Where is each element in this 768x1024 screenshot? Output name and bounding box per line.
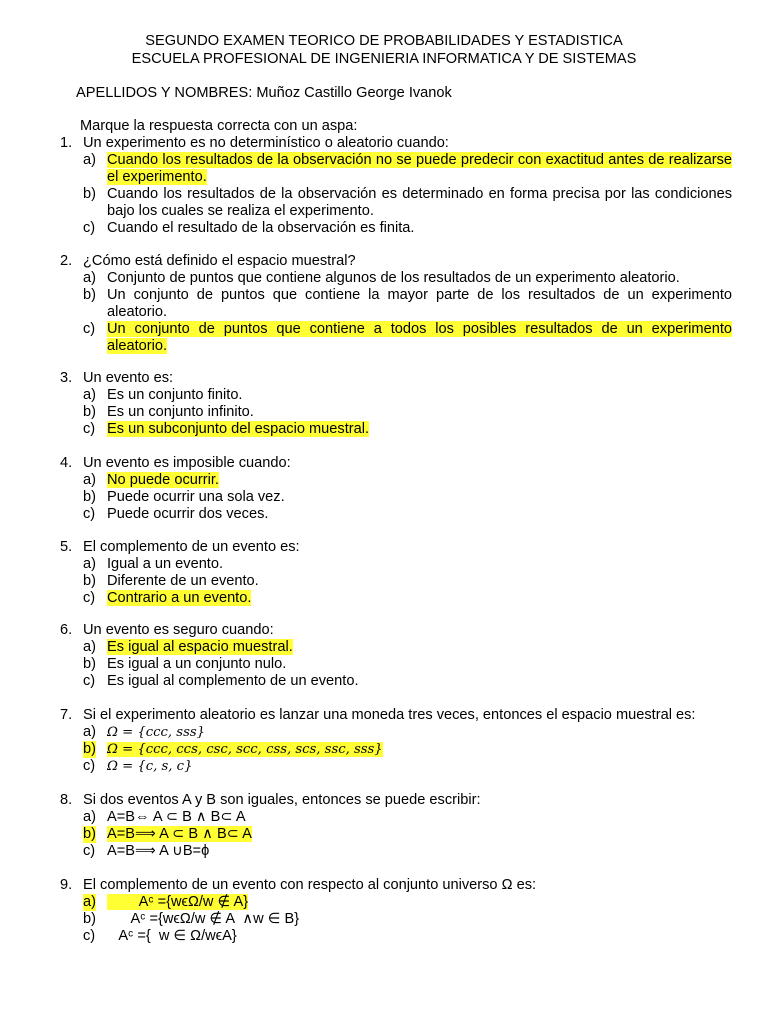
question-9 <box>52 877 732 945</box>
option-3c[interactable] <box>52 421 732 438</box>
question-text: El complemento de un evento es: <box>83 539 300 555</box>
option-letter: a) <box>83 270 96 286</box>
option-text: Es un conjunto infinito. <box>107 404 254 420</box>
option-7b[interactable] <box>52 741 732 758</box>
exam-header <box>0 33 768 68</box>
option-letter: b) <box>83 826 96 842</box>
option-1a[interactable] <box>52 152 732 186</box>
question-text: Un experimento es no determinístico o aleatorio cuando: <box>83 135 449 151</box>
option-4c[interactable] <box>52 506 732 523</box>
question-number: 9. <box>60 877 73 893</box>
option-text: Conjunto de puntos que contiene algunos de los resultados de un experimento aleatorio. <box>107 270 680 286</box>
option-4b[interactable] <box>52 489 732 506</box>
question-text: Un evento es: <box>83 370 174 386</box>
option-letter: b) <box>83 404 96 420</box>
option-3a[interactable] <box>52 387 732 404</box>
option-letter: c) <box>83 506 96 522</box>
option-2b[interactable] <box>52 287 732 321</box>
option-2c[interactable] <box>52 321 732 355</box>
option-9b[interactable] <box>52 911 732 928</box>
option-letter: b) <box>83 911 96 927</box>
option-letter: a) <box>83 724 96 740</box>
option-letter: c) <box>83 321 96 337</box>
option-letter: a) <box>83 472 96 488</box>
instruction-text: Marque la respuesta correcta con un aspa: <box>80 118 358 134</box>
question-2 <box>52 253 732 355</box>
question-text: Un evento es imposible cuando: <box>83 455 291 471</box>
option-1b[interactable] <box>52 186 732 220</box>
option-7a[interactable] <box>52 724 732 741</box>
question-text: El complemento de un evento con respecto al conjunto universo Ω es: <box>83 877 537 893</box>
option-text: Aᶜ ={wϵΩ/w ∉ A} <box>107 894 249 910</box>
option-letter: c) <box>83 673 96 689</box>
option-text: A=B⟹ A ⊂ B ∧ B⊂ A <box>107 826 252 842</box>
question-text: Si el experimento aleatorio es lanzar una moneda tres veces, entonces el espacio muestral es: <box>83 707 696 723</box>
school-name: ESCUELA PROFESIONAL DE INGENIERIA INFORMATICA Y DE SISTEMAS <box>131 50 637 67</box>
option-4a[interactable] <box>52 472 732 489</box>
question-text: Si dos eventos A y B son iguales, entonces se puede escribir: <box>83 792 481 808</box>
option-text: Diferente de un evento. <box>107 573 259 589</box>
question-7 <box>52 707 732 775</box>
option-text: Cuando el resultado de la observación es finita. <box>107 220 415 236</box>
option-letter: b) <box>83 287 96 303</box>
option-text: Aᶜ ={wϵΩ/w ∉ A ∧w ∈ B} <box>107 911 300 927</box>
option-5c[interactable] <box>52 590 732 607</box>
option-text: A=B⇔ A ⊂ B ∧ B⊂ A <box>107 809 246 825</box>
question-3 <box>52 370 732 438</box>
option-8b[interactable] <box>52 826 732 843</box>
option-9c[interactable] <box>52 928 732 945</box>
option-letter: c) <box>83 928 96 944</box>
option-text: Cuando los resultados de la observación no se puede predecir con exactitud antes de realizarse el experimento. <box>107 152 732 185</box>
question-number: 8. <box>60 792 73 808</box>
question-number: 4. <box>60 455 73 471</box>
option-5b[interactable] <box>52 573 732 590</box>
option-letter: b) <box>83 489 96 505</box>
option-text: A=B⟹ A ∪B=ϕ <box>107 843 210 859</box>
option-5a[interactable] <box>52 556 732 573</box>
question-text: ¿Cómo está definido el espacio muestral? <box>83 253 356 269</box>
option-text: Un conjunto de puntos que contiene la mayor parte de los resultados de un experimento aleatorio. <box>107 287 732 320</box>
question-8 <box>52 792 732 860</box>
question-number: 7. <box>60 707 73 723</box>
question-6 <box>52 622 732 690</box>
question-number: 5. <box>60 539 73 555</box>
option-letter: c) <box>83 590 96 606</box>
option-1c[interactable] <box>52 220 732 237</box>
question-1 <box>52 135 732 237</box>
option-letter: a) <box>83 152 96 168</box>
option-text: Ω = {ccc, sss} <box>107 725 205 740</box>
option-letter: a) <box>83 387 96 403</box>
option-text: Contrario a un evento. <box>107 590 252 606</box>
question-number: 6. <box>60 622 73 638</box>
option-2a[interactable] <box>52 270 732 287</box>
option-letter: b) <box>83 656 96 672</box>
option-letter: c) <box>83 421 96 437</box>
option-text: Un conjunto de puntos que contiene a todos los posibles resultados de un experimento aleatorio. <box>107 321 732 354</box>
option-text: Puede ocurrir dos veces. <box>107 506 269 522</box>
exam-title: SEGUNDO EXAMEN TEORICO DE PROBABILIDADES Y ESTADISTICA <box>145 33 623 49</box>
question-4 <box>52 455 732 523</box>
option-text: Es igual a un conjunto nulo. <box>107 656 287 672</box>
option-6b[interactable] <box>52 656 732 673</box>
option-text: Ω = {ccc, ccs, csc, scc, css, scs, ssc, sss} <box>107 742 383 757</box>
option-text: Ω = {c, s, c} <box>107 759 193 774</box>
option-text: Es igual al espacio muestral. <box>107 639 293 655</box>
option-letter: c) <box>83 758 96 774</box>
option-8a[interactable] <box>52 809 732 826</box>
question-5 <box>52 539 732 607</box>
option-text: Igual a un evento. <box>107 556 224 572</box>
option-text: Es un subconjunto del espacio muestral. <box>107 421 370 437</box>
option-letter: c) <box>83 843 96 859</box>
option-8c[interactable] <box>52 843 732 860</box>
option-text: Cuando los resultados de la observación es determinado en forma precisa por las condiciones bajo los cuales se realiza el experimento. <box>107 186 732 219</box>
option-letter: b) <box>83 186 96 202</box>
option-6c[interactable] <box>52 673 732 690</box>
question-text: Un evento es seguro cuando: <box>83 622 274 638</box>
option-letter: b) <box>83 741 96 757</box>
option-text: Puede ocurrir una sola vez. <box>107 489 285 505</box>
option-text: Aᶜ ={ w ∈ Ω/wϵA} <box>107 928 237 944</box>
option-7c[interactable] <box>52 758 732 775</box>
option-letter: b) <box>83 573 96 589</box>
option-text: No puede ocurrir. <box>107 472 219 488</box>
option-letter: a) <box>83 809 96 825</box>
option-letter: a) <box>83 639 96 655</box>
question-number: 2. <box>60 253 73 269</box>
option-text: Es igual al complemento de un evento. <box>107 673 359 689</box>
option-text: Es un conjunto finito. <box>107 387 243 403</box>
option-letter: c) <box>83 220 96 236</box>
option-9a[interactable] <box>52 894 732 911</box>
option-6a[interactable] <box>52 639 732 656</box>
student-name-line: APELLIDOS Y NOMBRES: Muñoz Castillo George Ivanok <box>76 85 452 101</box>
option-letter: a) <box>83 556 96 572</box>
question-number: 1. <box>60 135 73 151</box>
question-number: 3. <box>60 370 73 386</box>
option-3b[interactable] <box>52 404 732 421</box>
option-letter: a) <box>83 894 96 910</box>
